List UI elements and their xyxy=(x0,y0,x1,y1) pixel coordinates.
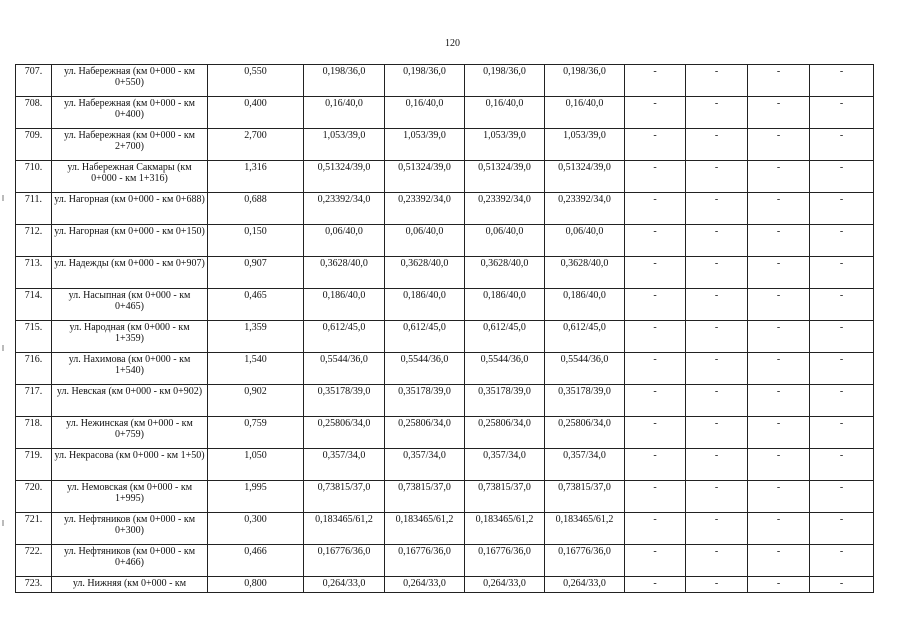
row-number: 713. xyxy=(16,257,52,289)
value-cell: 0,357/34,0 xyxy=(385,449,465,481)
road-length: 0,400 xyxy=(208,97,304,129)
road-length: 0,907 xyxy=(208,257,304,289)
empty-cell: - xyxy=(625,65,686,97)
value-cell: 0,5544/36,0 xyxy=(304,353,385,385)
road-length: 0,902 xyxy=(208,385,304,417)
value-cell: 0,3628/40,0 xyxy=(385,257,465,289)
table-row xyxy=(16,385,874,417)
row-number: 708. xyxy=(16,97,52,129)
street-name: ул. Некрасова (км 0+000 - км 1+50) xyxy=(52,449,208,481)
empty-cell: - xyxy=(810,353,874,385)
row-number: 717. xyxy=(16,385,52,417)
empty-cell: - xyxy=(748,385,810,417)
empty-cell: - xyxy=(810,193,874,225)
row-number: 720. xyxy=(16,481,52,513)
road-length: 1,540 xyxy=(208,353,304,385)
value-cell: 0,183465/61,2 xyxy=(465,513,545,545)
value-cell: 0,5544/36,0 xyxy=(545,353,625,385)
value-cell: 0,16/40,0 xyxy=(465,97,545,129)
value-cell: 0,51324/39,0 xyxy=(545,161,625,193)
value-cell: 0,3628/40,0 xyxy=(304,257,385,289)
value-cell: 0,73815/37,0 xyxy=(385,481,465,513)
value-cell: 0,186/40,0 xyxy=(385,289,465,321)
street-name: ул. Набережная (км 0+000 - км 0+550) xyxy=(52,65,208,97)
street-name: ул. Насыпная (км 0+000 - км 0+465) xyxy=(52,289,208,321)
value-cell: 0,16776/36,0 xyxy=(304,545,385,577)
row-number: 707. xyxy=(16,65,52,97)
roads-table xyxy=(15,64,874,593)
road-length: 1,050 xyxy=(208,449,304,481)
empty-cell: - xyxy=(810,321,874,353)
street-name: ул. Нежинская (км 0+000 - км 0+759) xyxy=(52,417,208,449)
value-cell: 0,25806/34,0 xyxy=(465,417,545,449)
value-cell: 0,186/40,0 xyxy=(465,289,545,321)
empty-cell: - xyxy=(625,513,686,545)
empty-cell: - xyxy=(748,65,810,97)
street-name: ул. Нефтяников (км 0+000 - км 0+466) xyxy=(52,545,208,577)
street-name: ул. Народная (км 0+000 - км 1+359) xyxy=(52,321,208,353)
empty-cell: - xyxy=(686,65,748,97)
street-name: ул. Набережная Сакмары (км 0+000 - км 1+316) xyxy=(52,161,208,193)
empty-cell: - xyxy=(625,321,686,353)
value-cell: 0,16/40,0 xyxy=(385,97,465,129)
value-cell: 0,06/40,0 xyxy=(304,225,385,257)
empty-cell: - xyxy=(748,449,810,481)
road-length: 0,688 xyxy=(208,193,304,225)
road-length: 2,700 xyxy=(208,129,304,161)
value-cell: 0,183465/61,2 xyxy=(304,513,385,545)
scan-mark xyxy=(2,520,4,526)
empty-cell: - xyxy=(625,289,686,321)
row-number: 721. xyxy=(16,513,52,545)
road-length: 1,316 xyxy=(208,161,304,193)
empty-cell: - xyxy=(810,257,874,289)
scan-mark xyxy=(2,345,4,351)
value-cell: 0,16/40,0 xyxy=(545,97,625,129)
empty-cell: - xyxy=(625,481,686,513)
street-name: ул. Невская (км 0+000 - км 0+902) xyxy=(52,385,208,417)
empty-cell: - xyxy=(686,353,748,385)
empty-cell: - xyxy=(686,161,748,193)
empty-cell: - xyxy=(748,321,810,353)
value-cell: 0,23392/34,0 xyxy=(465,193,545,225)
table-row xyxy=(16,353,874,385)
road-length: 0,150 xyxy=(208,225,304,257)
page-number: 120 xyxy=(445,38,460,49)
empty-cell: - xyxy=(810,513,874,545)
value-cell: 0,198/36,0 xyxy=(545,65,625,97)
empty-cell: - xyxy=(810,385,874,417)
table-row xyxy=(16,65,874,97)
road-length: 0,759 xyxy=(208,417,304,449)
value-cell: 1,053/39,0 xyxy=(465,129,545,161)
empty-cell: - xyxy=(810,417,874,449)
row-number: 718. xyxy=(16,417,52,449)
value-cell: 0,264/33,0 xyxy=(385,577,465,593)
empty-cell: - xyxy=(686,129,748,161)
empty-cell: - xyxy=(625,257,686,289)
table-row xyxy=(16,129,874,161)
value-cell: 0,35178/39,0 xyxy=(545,385,625,417)
value-cell: 0,16776/36,0 xyxy=(465,545,545,577)
empty-cell: - xyxy=(686,289,748,321)
empty-cell: - xyxy=(686,321,748,353)
value-cell: 0,198/36,0 xyxy=(465,65,545,97)
row-number: 716. xyxy=(16,353,52,385)
table-row xyxy=(16,545,874,577)
empty-cell: - xyxy=(748,577,810,593)
value-cell: 0,186/40,0 xyxy=(304,289,385,321)
value-cell: 0,357/34,0 xyxy=(304,449,385,481)
row-number: 712. xyxy=(16,225,52,257)
empty-cell: - xyxy=(686,481,748,513)
value-cell: 0,357/34,0 xyxy=(465,449,545,481)
empty-cell: - xyxy=(748,257,810,289)
empty-cell: - xyxy=(686,577,748,593)
empty-cell: - xyxy=(686,545,748,577)
value-cell: 0,183465/61,2 xyxy=(385,513,465,545)
street-name: ул. Набережная (км 0+000 - км 0+400) xyxy=(52,97,208,129)
value-cell: 0,73815/37,0 xyxy=(465,481,545,513)
street-name: ул. Нагорная (км 0+000 - км 0+150) xyxy=(52,225,208,257)
row-number: 719. xyxy=(16,449,52,481)
value-cell: 0,51324/39,0 xyxy=(465,161,545,193)
empty-cell: - xyxy=(810,289,874,321)
value-cell: 0,3628/40,0 xyxy=(545,257,625,289)
value-cell: 1,053/39,0 xyxy=(304,129,385,161)
table-row xyxy=(16,321,874,353)
value-cell: 0,198/36,0 xyxy=(304,65,385,97)
value-cell: 1,053/39,0 xyxy=(385,129,465,161)
street-name: ул. Набережная (км 0+000 - км 2+700) xyxy=(52,129,208,161)
road-length: 0,300 xyxy=(208,513,304,545)
empty-cell: - xyxy=(810,97,874,129)
empty-cell: - xyxy=(810,545,874,577)
table-row xyxy=(16,481,874,513)
empty-cell: - xyxy=(748,289,810,321)
value-cell: 0,612/45,0 xyxy=(545,321,625,353)
value-cell: 0,5544/36,0 xyxy=(385,353,465,385)
road-length: 0,800 xyxy=(208,577,304,593)
value-cell: 0,612/45,0 xyxy=(304,321,385,353)
scan-mark xyxy=(2,195,4,201)
road-length: 1,995 xyxy=(208,481,304,513)
empty-cell: - xyxy=(748,481,810,513)
empty-cell: - xyxy=(686,97,748,129)
value-cell: 0,612/45,0 xyxy=(465,321,545,353)
value-cell: 0,5544/36,0 xyxy=(465,353,545,385)
table-row xyxy=(16,161,874,193)
value-cell: 0,23392/34,0 xyxy=(545,193,625,225)
empty-cell: - xyxy=(625,161,686,193)
value-cell: 0,3628/40,0 xyxy=(465,257,545,289)
empty-cell: - xyxy=(810,161,874,193)
table-row xyxy=(16,225,874,257)
empty-cell: - xyxy=(748,545,810,577)
row-number: 723. xyxy=(16,577,52,593)
value-cell: 0,264/33,0 xyxy=(304,577,385,593)
table-body xyxy=(16,65,874,593)
table-row xyxy=(16,513,874,545)
road-length: 1,359 xyxy=(208,321,304,353)
value-cell: 0,25806/34,0 xyxy=(545,417,625,449)
empty-cell: - xyxy=(810,481,874,513)
value-cell: 0,612/45,0 xyxy=(385,321,465,353)
empty-cell: - xyxy=(625,97,686,129)
value-cell: 0,51324/39,0 xyxy=(304,161,385,193)
value-cell: 0,35178/39,0 xyxy=(304,385,385,417)
empty-cell: - xyxy=(625,129,686,161)
street-name: ул. Надежды (км 0+000 - км 0+907) xyxy=(52,257,208,289)
empty-cell: - xyxy=(810,65,874,97)
row-number: 709. xyxy=(16,129,52,161)
empty-cell: - xyxy=(810,577,874,593)
empty-cell: - xyxy=(686,417,748,449)
empty-cell: - xyxy=(810,449,874,481)
table-row xyxy=(16,449,874,481)
empty-cell: - xyxy=(748,129,810,161)
value-cell: 0,23392/34,0 xyxy=(385,193,465,225)
value-cell: 0,35178/39,0 xyxy=(385,385,465,417)
empty-cell: - xyxy=(625,385,686,417)
empty-cell: - xyxy=(686,225,748,257)
table-row xyxy=(16,417,874,449)
table-row xyxy=(16,577,874,593)
table-row xyxy=(16,193,874,225)
empty-cell: - xyxy=(625,449,686,481)
table-row xyxy=(16,289,874,321)
row-number: 711. xyxy=(16,193,52,225)
value-cell: 0,264/33,0 xyxy=(465,577,545,593)
value-cell: 0,183465/61,2 xyxy=(545,513,625,545)
value-cell: 0,51324/39,0 xyxy=(385,161,465,193)
value-cell: 0,198/36,0 xyxy=(385,65,465,97)
row-number: 710. xyxy=(16,161,52,193)
street-name: ул. Немовская (км 0+000 - км 1+995) xyxy=(52,481,208,513)
row-number: 714. xyxy=(16,289,52,321)
empty-cell: - xyxy=(625,577,686,593)
empty-cell: - xyxy=(686,449,748,481)
empty-cell: - xyxy=(748,513,810,545)
empty-cell: - xyxy=(625,417,686,449)
empty-cell: - xyxy=(686,193,748,225)
table-row xyxy=(16,97,874,129)
value-cell: 0,06/40,0 xyxy=(385,225,465,257)
value-cell: 0,23392/34,0 xyxy=(304,193,385,225)
empty-cell: - xyxy=(748,225,810,257)
value-cell: 0,186/40,0 xyxy=(545,289,625,321)
value-cell: 0,73815/37,0 xyxy=(304,481,385,513)
value-cell: 0,16776/36,0 xyxy=(385,545,465,577)
empty-cell: - xyxy=(686,385,748,417)
empty-cell: - xyxy=(686,257,748,289)
empty-cell: - xyxy=(748,417,810,449)
value-cell: 0,357/34,0 xyxy=(545,449,625,481)
road-length: 0,466 xyxy=(208,545,304,577)
empty-cell: - xyxy=(748,97,810,129)
empty-cell: - xyxy=(810,225,874,257)
street-name: ул. Нахимова (км 0+000 - км 1+540) xyxy=(52,353,208,385)
street-name: ул. Нагорная (км 0+000 - км 0+688) xyxy=(52,193,208,225)
empty-cell: - xyxy=(748,161,810,193)
empty-cell: - xyxy=(625,545,686,577)
street-name: ул. Нижняя (км 0+000 - км xyxy=(52,577,208,593)
value-cell: 0,73815/37,0 xyxy=(545,481,625,513)
street-name: ул. Нефтяников (км 0+000 - км 0+300) xyxy=(52,513,208,545)
value-cell: 0,25806/34,0 xyxy=(385,417,465,449)
empty-cell: - xyxy=(810,129,874,161)
road-length: 0,550 xyxy=(208,65,304,97)
empty-cell: - xyxy=(748,193,810,225)
value-cell: 0,16/40,0 xyxy=(304,97,385,129)
value-cell: 1,053/39,0 xyxy=(545,129,625,161)
empty-cell: - xyxy=(625,193,686,225)
empty-cell: - xyxy=(686,513,748,545)
road-length: 0,465 xyxy=(208,289,304,321)
value-cell: 0,35178/39,0 xyxy=(465,385,545,417)
value-cell: 0,16776/36,0 xyxy=(545,545,625,577)
value-cell: 0,06/40,0 xyxy=(465,225,545,257)
value-cell: 0,264/33,0 xyxy=(545,577,625,593)
row-number: 715. xyxy=(16,321,52,353)
value-cell: 0,25806/34,0 xyxy=(304,417,385,449)
table-row xyxy=(16,257,874,289)
row-number: 722. xyxy=(16,545,52,577)
empty-cell: - xyxy=(625,225,686,257)
empty-cell: - xyxy=(748,353,810,385)
value-cell: 0,06/40,0 xyxy=(545,225,625,257)
empty-cell: - xyxy=(625,353,686,385)
